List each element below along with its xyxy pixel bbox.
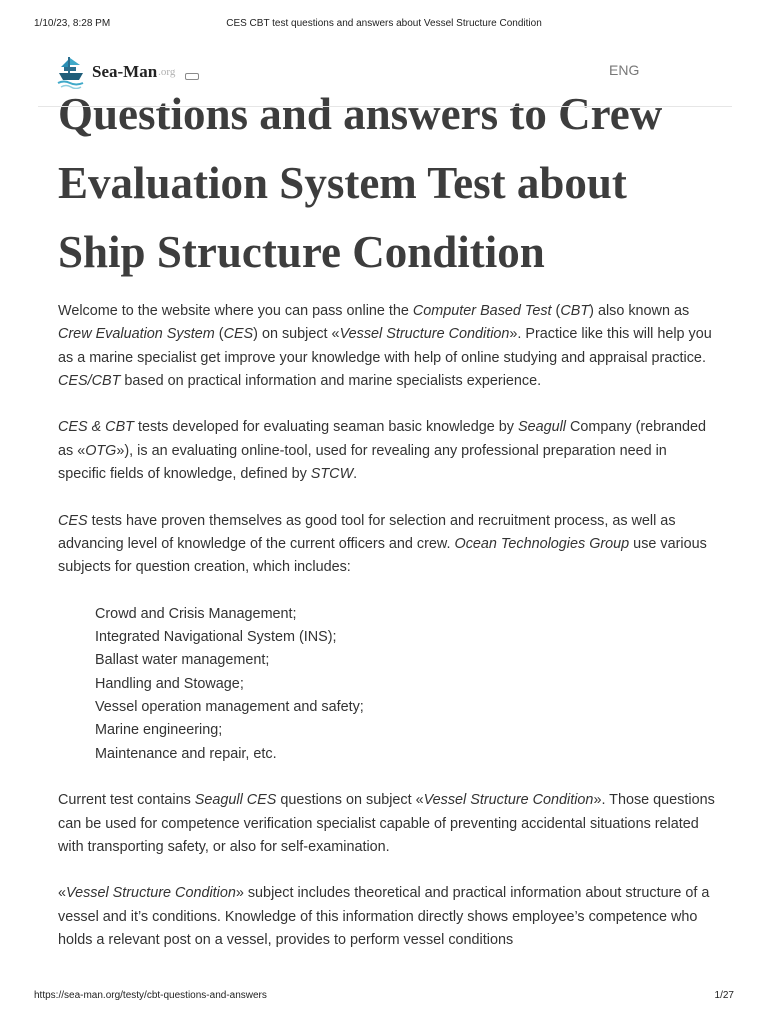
list-item: Maintenance and repair, etc.	[95, 745, 277, 762]
print-url: https://sea-man.org/testy/cbt-questions-and-answers	[34, 990, 267, 1001]
site-header	[38, 50, 732, 107]
logo-name: Sea-Man	[92, 62, 158, 81]
list-item: Handling and Stowage;	[95, 675, 244, 692]
subject-list	[58, 603, 718, 766]
ship-icon	[56, 55, 86, 89]
intro-paragraph: Welcome to the website where you can pass online the Computer Based Test (CBT) also known as Crew Evaluation System (CES) on subject «Vessel Structure Condition». Practice like this will help you as a marine specialist get improve your knowledge with help of online studying and appraisal practice. CES/CBT based on practical information and marine specialists experience.	[58, 303, 712, 389]
logo[interactable]	[56, 54, 199, 90]
list-item: Integrated Navigational System (INS);	[95, 629, 337, 646]
article-body	[58, 300, 718, 976]
ces-cbt-paragraph: CES & CBT tests developed for evaluating seaman basic knowledge by Seagull Company (rebranded as «OTG»), is an evaluating online-tool, used for revealing any professional preparation need in specific fields of knowledge, defined by STCW.	[58, 419, 706, 483]
ces-usage-paragraph: CES tests have proven themselves as good tool for selection and recruitment process, as well as advancing level of knowledge of the current officers and crew. Ocean Technologies Group use various subjects for question creation, which includes:	[58, 512, 707, 576]
menu-icon[interactable]	[185, 73, 199, 80]
print-datetime: 1/10/23, 8:28 PM	[34, 18, 111, 29]
print-page-number: 1/27	[714, 990, 734, 1001]
print-page-title: CES CBT test questions and answers about Vessel Structure Condition	[226, 18, 542, 29]
list-item: Ballast water management;	[95, 652, 270, 669]
print-footer	[34, 990, 734, 1004]
logo-domain: .org	[158, 66, 176, 78]
list-item: Vessel operation management and safety;	[95, 699, 364, 716]
language-switch[interactable]: ENG	[609, 62, 640, 78]
list-item: Crowd and Crisis Management;	[95, 605, 297, 622]
list-item: Marine engineering;	[95, 722, 223, 739]
page-title: Questions and answers to Crew Evaluation System Test about Ship Structure Condition	[58, 89, 663, 277]
print-header	[34, 18, 734, 32]
test-contents-paragraph: Current test contains Seagull CES questions on subject «Vessel Structure Condition». Those questions can be used for competence verification specialist capable of preventing accidental situations related with transporting safety, or also for self-examination.	[58, 792, 715, 855]
subject-description-paragraph: «Vessel Structure Condition» subject includes theoretical and practical information about structure of a vessel and it’s conditions. Knowledge of this information directly shows employee’s competence who holds a relevant post on a vessel, provides to perform vessel conditions	[58, 885, 710, 949]
